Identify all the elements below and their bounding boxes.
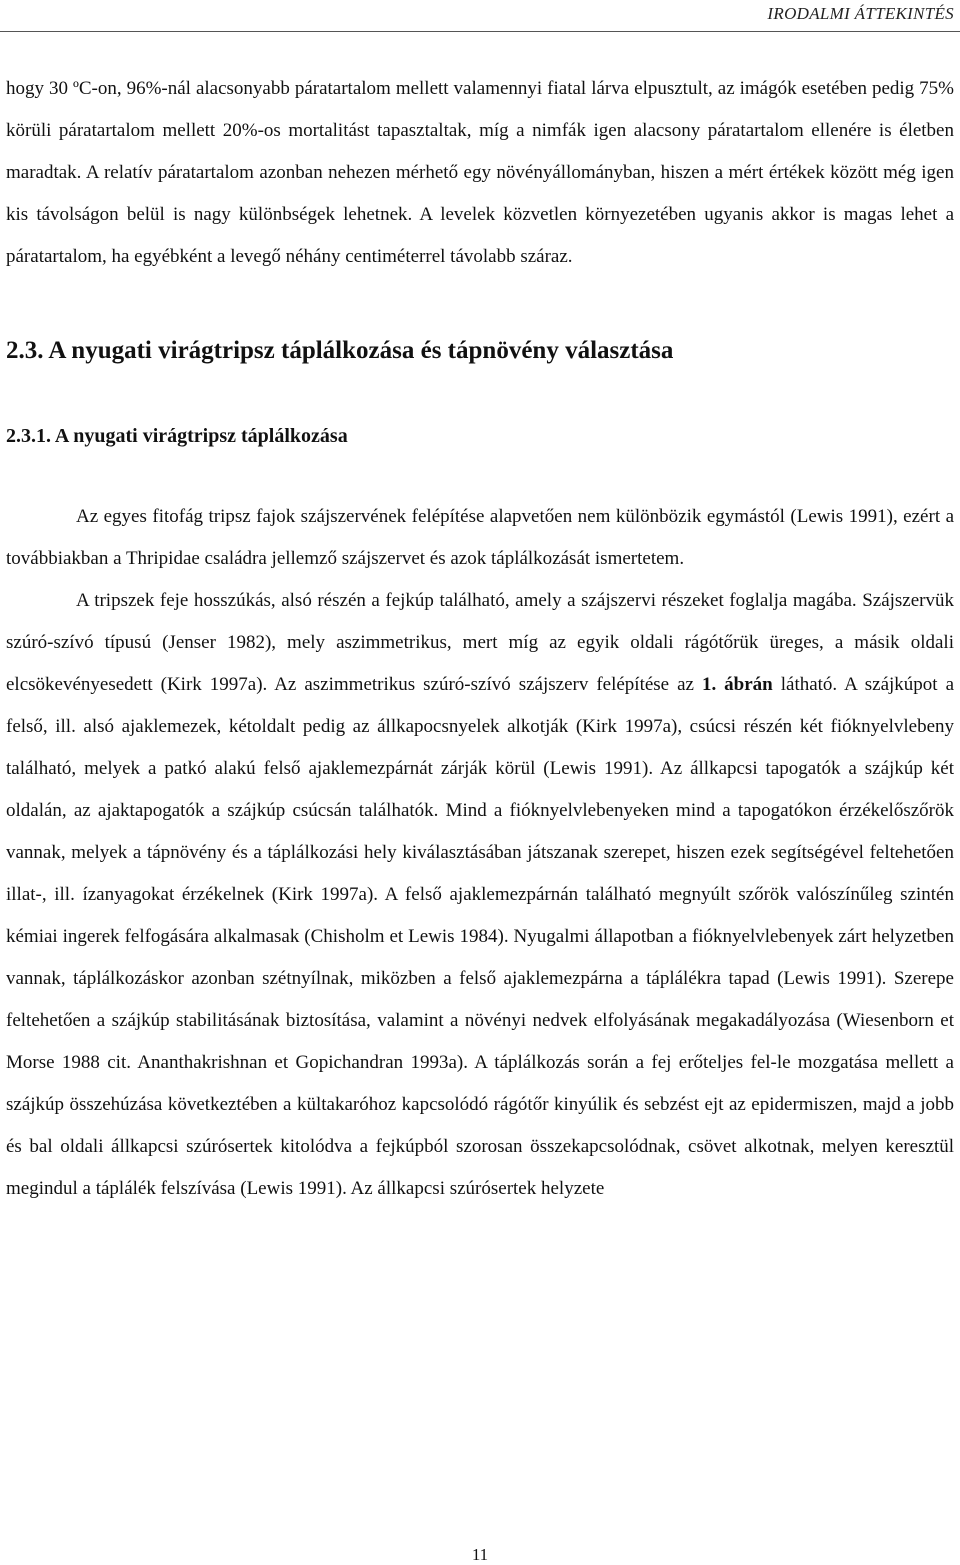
figure-reference: 1. ábrán xyxy=(701,674,773,695)
subsection-heading: 2.3.1. A nyugati virágtripsz táplálkozása xyxy=(6,425,348,447)
running-header: IRODALMI ÁTTEKINTÉS xyxy=(767,4,954,23)
paragraph-mouthparts-intro: Az egyes fitofág tripsz fajok szájszervének felépítése alapvetően nem különbözik egymástól (Lewis 1991), ezért a továbbiakban a Thripidae családra jellemző szájszervet és azok táplálkozását ismertetem. xyxy=(6,506,954,569)
paragraph-text-part: A tripszek feje hosszúkás, alsó részén a fejkúp található, amely a szájszervi részeket foglalja magába. Szájszervük szúró-szívó típusú (Jenser 1982), mely aszimmetrikus, mert míg az egyik oldali rágótőrük üreges, a másik oldali elcsökevényesedett (Kirk 1997a). Az aszimmetrikus szúró-szívó szájszerv felépítése az xyxy=(6,590,954,695)
page-body xyxy=(6,68,954,1210)
page-number: 11 xyxy=(471,1545,489,1564)
paragraph-text-part: látható. A szájkúpot a felső, ill. alsó ajaklemezek, kétoldalt pedig az állkapocsnyelek alkotják (Kirk 1997a), csúcsi részén két fióknyelvlebeny található, melyek a patkó alakú felső ajaklemezpárnát zárják körül (Lewis 1991). Az állkapcsi tapogatók a szájkúp két oldalán, az ajaktapogatók a szájkúp csúcsán találhatók. Mind a fióknyelvlebenyeken mind a tapogatókon érzékelőszőrök vannak, melyek a tápnövény és a táplálkozási hely kiválasztásában játszanak szerepet, hiszen ezek segítségével feltehetően illat-, ill. ízanyagokat érzékelnek (Kirk 1997a). A felső ajaklemezpárnán található megnyúlt szőrök valószínűleg szintén kémiai ingerek felfogására alkalmasak (Chisholm et Lewis 1984). Nyugalmi állapotban a fióknyelvlebenyek zárt helyzetben vannak, táplálkozáskor azonban szétnyílnak, miközben a felső ajaklemezpárna a táplálékra tapad (Lewis 1991). Szerepe feltehetően a szájkúp stabilitásának biztosítása, valamint a növényi nedvek elfolyásának megakadályozása (Wiesenborn et Morse 1988 cit. Ananthakrishnan et Gopichandran 1993a). A táplálkozás során a fej erőteljes fel-le mozgatása mellett a szájkúp összehúzása következtében a kültakaróhoz kapcsolódó rágótőr kinyúlik és sebzést ejt az epidermiszen, majd a jobb és bal oldali állkapcsi szúrósertek kitolódva a fejkúpból szorosan összekapcsolódnak, csövet alkotnak, melyen keresztül megindul a táplálék felszívása (Lewis 1991). Az állkapcsi szúrósertek helyzete xyxy=(6,674,955,1199)
paragraph-mouthparts-detail xyxy=(6,580,954,1210)
header-divider xyxy=(0,31,960,32)
paragraph-humidity: hogy 30 ºC-on, 96%-nál alacsonyabb páratartalom mellett valamennyi fiatal lárva elpusztult, az imágók esetében pedig 75% körüli páratartalom mellett 20%-os mortalitást tapasztaltak, míg a nimfák igen alacsony páratartalom ellenére is életben maradtak. A relatív páratartalom azonban nehezen mérhető egy növényállományban, hiszen a mért értékek között még igen kis távolságon belül is nagy különbségek lehetnek. A levelek közvetlen környezetében ugyanis akkor is magas lehet a páratartalom, ha egyébként a levegő néhány centiméterrel távolabb száraz. xyxy=(6,78,954,267)
section-heading: 2.3. A nyugati virágtripsz táplálkozása és tápnövény választása xyxy=(6,337,674,364)
